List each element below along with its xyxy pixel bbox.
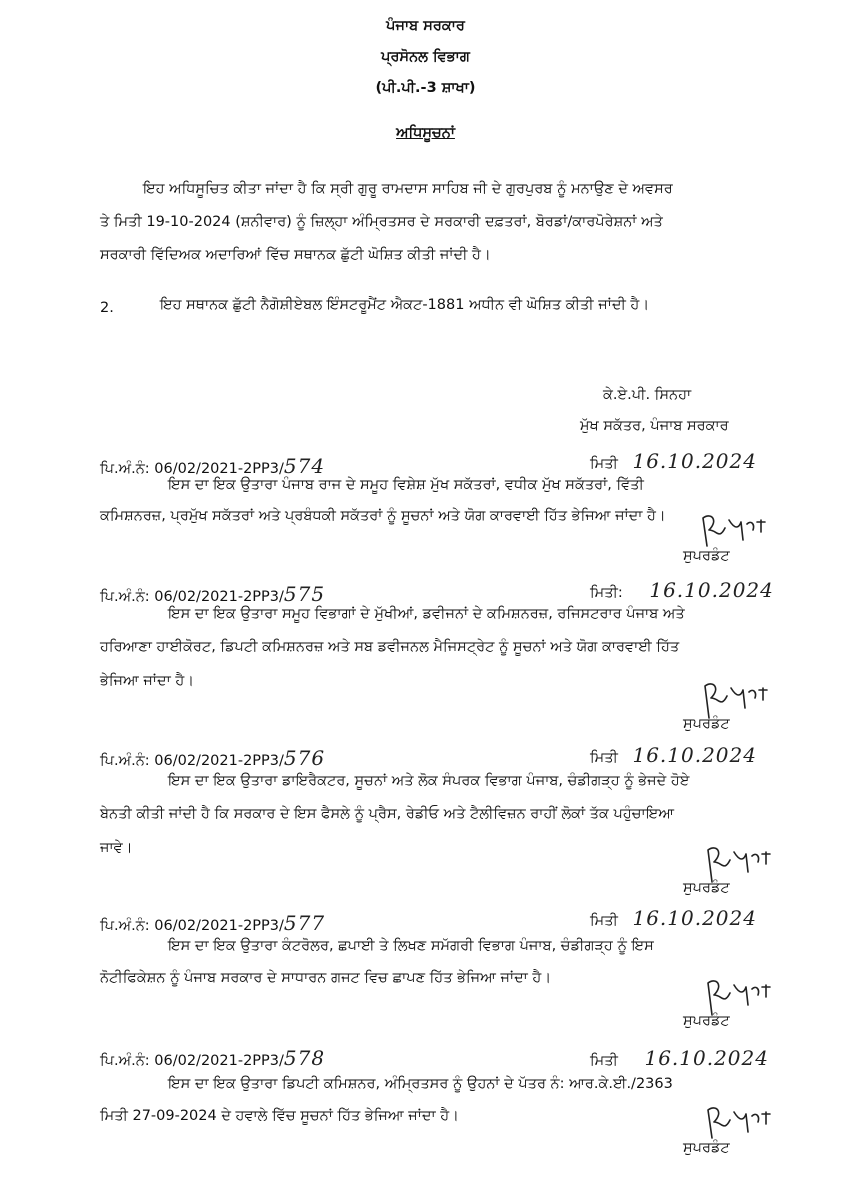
superintendent-label-1: ਸੁਪਰਡੰਟ [683, 548, 730, 564]
superintendent-label-4: ਸੁਪਰਡੰਟ [683, 1013, 730, 1029]
endorsement-2-line-1: ਇਸ ਦਾ ਇਕ ਉਤਾਰਾ ਸਮੂਹ ਵਿਭਾਗਾਂ ਦੇ ਮੁੱਖੀਆਂ, ਡਵੀਜਨਾਂ ਦੇ ਕਮਿਸ਼ਨਰਜ਼, ਰਜਿਸਟਰਾਰ ਪੰਜਾਬ ਅਤੇ [168, 606, 685, 622]
endorsement-2-line-2: ਹਰਿਆਣਾ ਹਾਈਕੋਰਟ, ਡਿਪਟੀ ਕਮਿਸ਼ਨਰਜ਼ ਅਤੇ ਸਬ ਡਵੀਜਨਲ ਮੈਜਿਸਟ੍ਰੇਟ ਨੂੰ ਸੂਚਨਾਂ ਅਤੇ ਯੋਗ ਕਾਰਵਾਈ ਹਿੱਤ [100, 639, 680, 655]
date-value: 16.10.2024 [644, 1046, 769, 1070]
endorsement-ref-number: 576 [283, 746, 326, 770]
para1-line-2: ਤੇ ਮਿਤੀ 19-10-2024 (ਸ਼ਨੀਵਾਰ) ਨੂੰ ਜ਼ਿਲ੍ਹਾ ਅੰਮ੍ਰਿਤਸਰ ਦੇ ਸਰਕਾਰੀ ਦਫ਼ਤਰਾਂ, ਬੋਰਡਾਂ/ਕਾਰਪੋਰੇਸ਼ਨਾਂ ਅਤੇ [100, 214, 663, 230]
date-value: 16.10.2024 [632, 449, 757, 473]
endorsement-ref-number: 575 [283, 582, 326, 606]
endorsement-1-date [590, 449, 757, 473]
endorsement-ref-number: 574 [283, 454, 326, 478]
endorsement-ref-prefix: ਪਿ.ਅੰ.ਨੰ: 06/02/2021-2PP3/ [100, 589, 284, 605]
endorsement-ref-number: 578 [283, 1046, 326, 1070]
signatory-name: ਕੇ.ਏ.ਪੀ. ਸਿਨਹਾ [603, 387, 692, 403]
endorsement-4-date [590, 906, 757, 930]
date-label: ਮਿਤੀ [590, 1053, 618, 1069]
endorsement-5-line-1: ਇਸ ਦਾ ਇਕ ਉਤਾਰਾ ਡਿਪਟੀ ਕਮਿਸ਼ਨਰ, ਅੰਮ੍ਰਿਤਸਰ ਨੂੰ ਉਹਨਾਂ ਦੇ ਪੱਤਰ ਨੰ: ਆਰ.ਕੇ.ਈ./2363 [168, 1076, 673, 1092]
para1-line-1: ਇਹ ਅਧਿਸੂਚਿਤ ਕੀਤਾ ਜਾਂਦਾ ਹੈ ਕਿ ਸ੍ਰੀ ਗੁਰੂ ਰਾਮਦਾਸ ਸਾਹਿਬ ਜੀ ਦੇ ਗੁਰਪੁਰਬ ਨੂੰ ਮਨਾਉਣ ਦੇ ਅਵਸਰ [143, 181, 673, 197]
endorsement-3-ref [100, 746, 325, 770]
date-label: ਮਿਤੀ [590, 913, 618, 929]
para1-line-3: ਸਰਕਾਰੀ ਵਿੱਦਿਅਕ ਅਦਾਰਿਆਂ ਵਿੱਚ ਸਥਾਨਕ ਛੁੱਟੀ ਘੋਸ਼ਿਤ ਕੀਤੀ ਜਾਂਦੀ ਹੈ। [100, 247, 491, 263]
date-label: ਮਿਤੀ [590, 750, 618, 766]
endorsement-3-date [590, 743, 757, 767]
endorsement-ref-prefix: ਪਿ.ਅੰ.ਨੰ: 06/02/2021-2PP3/ [100, 1053, 284, 1069]
date-value: 16.10.2024 [649, 578, 774, 602]
endorsement-3-line-1: ਇਸ ਦਾ ਇਕ ਉਤਾਰਾ ਡਾਇਰੈਕਟਰ, ਸੂਚਨਾਂ ਅਤੇ ਲੋਕ ਸੰਪਰਕ ਵਿਭਾਗ ਪੰਜਾਬ, ਚੰਡੀਗੜ੍ਹ ਨੂੰ ਭੇਜਦੇ ਹੋਏ [168, 773, 690, 789]
date-label: ਮਿਤੀ: [590, 585, 623, 601]
superintendent-label-5: ਸੁਪਰਡੰਟ [683, 1140, 730, 1156]
endorsement-1-line-1: ਇਸ ਦਾ ਇਕ ਉਤਾਰਾ ਪੰਜਾਬ ਰਾਜ ਦੇ ਸਮੂਹ ਵਿਸ਼ੇਸ਼ ਮੁੱਖ ਸਕੱਤਰਾਂ, ਵਧੀਕ ਮੁੱਖ ਸਕੱਤਰਾਂ, ਵਿੱਤੀ [168, 477, 644, 493]
notification-title: ਅਧਿਸੂਚਨਾਂ [396, 125, 455, 141]
endorsement-2-line-3: ਭੇਜਿਆ ਜਾਂਦਾ ਹੈ। [100, 673, 195, 689]
endorsement-3-line-3: ਜਾਵੇ। [100, 840, 133, 856]
endorsement-ref-prefix: ਪਿ.ਅੰ.ਨੰ: 06/02/2021-2PP3/ [100, 753, 284, 769]
superintendent-label-3: ਸੁਪਰਡੰਟ [683, 880, 730, 896]
para2-number: 2. [100, 300, 114, 316]
signatory-designation: ਮੁੱਖ ਸਕੱਤਰ, ਪੰਜਾਬ ਸਰਕਾਰ [580, 418, 729, 434]
branch-name: (ਪੀ.ਪੀ.-3 ਸ਼ਾਖਾ) [375, 80, 476, 96]
endorsement-ref-prefix: ਪਿ.ਅੰ.ਨੰ: 06/02/2021-2PP3/ [100, 918, 284, 934]
endorsement-ref-number: 577 [283, 911, 326, 935]
endorsement-2-ref [100, 582, 325, 606]
endorsement-3-line-2: ਬੇਨਤੀ ਕੀਤੀ ਜਾਂਦੀ ਹੈ ਕਿ ਸਰਕਾਰ ਦੇ ਇਸ ਫੈਸਲੇ ਨੂੰ ਪ੍ਰੈਸ, ਰੇਡੀਓ ਅਤੇ ਟੈਲੀਵਿਜ਼ਨ ਰਾਹੀਂ ਲੋਕਾਂ ਤੱਕ ਪਹੁੰਚਾਇਆ [100, 806, 675, 822]
endorsement-2-date [590, 578, 774, 602]
endorsement-1-line-2: ਕਮਿਸ਼ਨਰਜ਼, ਪ੍ਰਮੁੱਖ ਸਕੱਤਰਾਂ ਅਤੇ ਪ੍ਰਬੰਧਕੀ ਸਕੱਤਰਾਂ ਨੂੰ ਸੂਚਨਾਂ ਅਤੇ ਯੋਗ ਕਾਰਵਾਈ ਹਿੱਤ ਭੇਜਿਆ ਜਾਂਦਾ ਹੈ। [100, 508, 666, 524]
endorsement-4-line-1: ਇਸ ਦਾ ਇਕ ਉਤਾਰਾ ਕੰਟਰੋਲਰ, ਛਪਾਈ ਤੇ ਲਿਖਣ ਸਮੱਗਰੀ ਵਿਭਾਗ ਪੰਜਾਬ, ਚੰਡੀਗੜ੍ਹ ਨੂੰ ਇਸ [168, 938, 654, 954]
endorsement-5-date [590, 1046, 769, 1070]
date-value: 16.10.2024 [632, 906, 757, 930]
endorsement-5-line-2: ਮਿਤੀ 27-09-2024 ਦੇ ਹਵਾਲੇ ਵਿੱਚ ਸੂਚਨਾਂ ਹਿੱਤ ਭੇਜਿਆ ਜਾਂਦਾ ਹੈ। [100, 1108, 459, 1124]
endorsement-5-ref [100, 1046, 325, 1070]
date-label: ਮਿਤੀ [590, 456, 618, 472]
date-value: 16.10.2024 [632, 743, 757, 767]
endorsement-1-ref [100, 454, 325, 478]
endorsement-ref-prefix: ਪਿ.ਅੰ.ਨੰ: 06/02/2021-2PP3/ [100, 461, 284, 477]
endorsement-4-line-2: ਨੋਟੀਫਿਕੇਸ਼ਨ ਨੂੰ ਪੰਜਾਬ ਸਰਕਾਰ ਦੇ ਸਾਧਾਰਨ ਗਜਟ ਵਿਚ ਛਾਪਣ ਹਿੱਤ ਭੇਜਿਆ ਜਾਂਦਾ ਹੈ। [100, 970, 552, 986]
government-name: ਪੰਜਾਬ ਸਰਕਾਰ [386, 18, 465, 34]
endorsement-4-ref [100, 911, 325, 935]
para2-text: ਇਹ ਸਥਾਨਕ ਛੁੱਟੀ ਨੈਗੋਸ਼ੀਏਬਲ ਇੰਸਟਰੂਮੈਂਟ ਐਕਟ-1881 ਅਧੀਨ ਵੀ ਘੋਸ਼ਿਤ ਕੀਤੀ ਜਾਂਦੀ ਹੈ। [160, 297, 650, 313]
superintendent-label-2: ਸੁਪਰਡੰਟ [683, 716, 730, 732]
department-name: ਪ੍ਰਸੋਨਲ ਵਿਭਾਗ [381, 49, 470, 65]
